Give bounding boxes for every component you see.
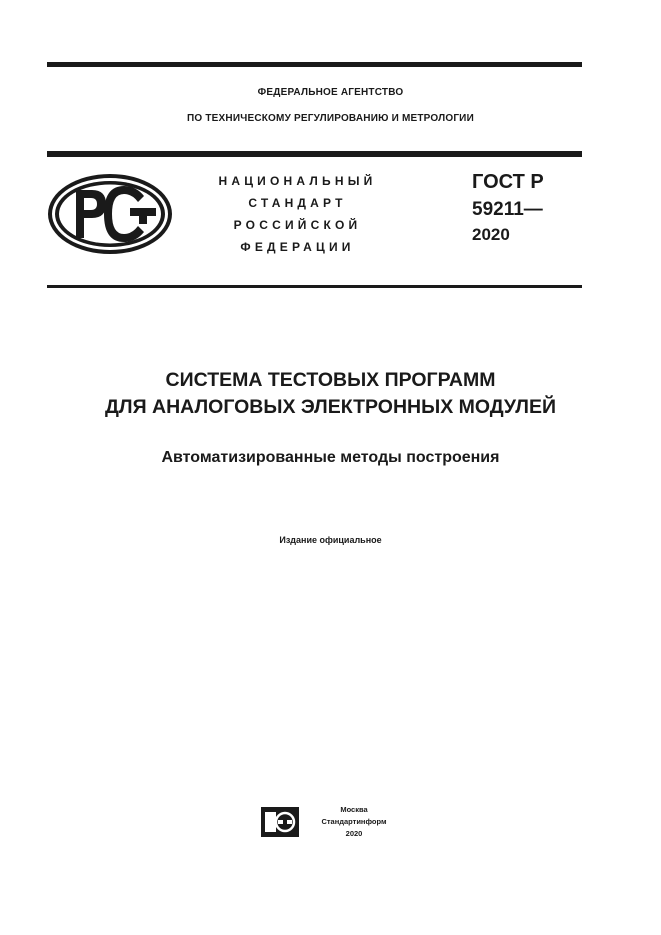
national-line-4: ФЕДЕРАЦИИ <box>240 240 355 254</box>
header-bottom-rule <box>47 285 582 288</box>
gost-label: ГОСТ Р <box>472 171 544 193</box>
national-standard-label <box>200 170 395 258</box>
header-rule <box>47 151 582 157</box>
gost-designation <box>472 168 544 246</box>
standartinform-logo-icon <box>261 807 299 837</box>
title-line-1: СИСТЕМА ТЕСТОВЫХ ПРОГРАММ <box>165 369 496 391</box>
gost-year: 2020 <box>472 225 510 244</box>
gost-number: 59211— <box>472 199 543 220</box>
publisher-block <box>304 804 404 840</box>
national-line-2: СТАНДАРТ <box>248 196 347 210</box>
rst-emblem-icon <box>46 172 174 256</box>
publisher-year: 2020 <box>345 829 363 838</box>
edition-label: Издание официальное <box>279 535 382 545</box>
title-line-2: ДЛЯ АНАЛОГОВЫХ ЭЛЕКТРОННЫХ МОДУЛЕЙ <box>105 396 556 418</box>
agency-line-2: ПО ТЕХНИЧЕСКОМУ РЕГУЛИРОВАНИЮ И МЕТРОЛОГИИ <box>187 113 474 124</box>
document-title <box>0 367 661 421</box>
publisher-city: Москва <box>340 805 368 814</box>
top-rule <box>47 62 582 67</box>
agency-line-1: ФЕДЕРАЛЬНОЕ АГЕНТСТВО <box>257 87 404 98</box>
document-subtitle: Автоматизированные методы построения <box>161 449 500 466</box>
national-line-1: НАЦИОНАЛЬНЫЙ <box>218 174 377 188</box>
publisher-name: Стандартинформ <box>321 817 387 826</box>
national-line-3: РОССИЙСКОЙ <box>233 218 362 232</box>
